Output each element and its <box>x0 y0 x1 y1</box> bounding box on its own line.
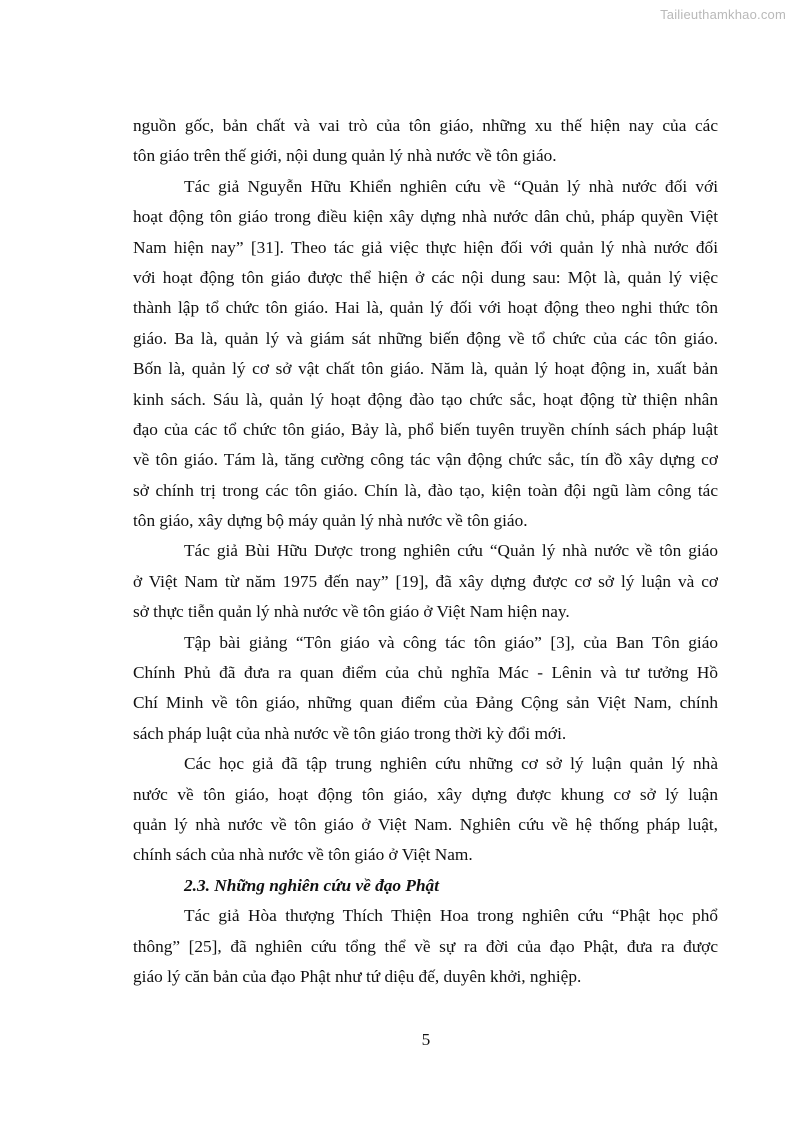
text-line: Tập bài giảng “Tôn giáo và công tác tôn giáo” [3], của Ban Tôn giáo <box>184 632 718 652</box>
text-line: Nam hiện nay” [31]. Theo tác giả việc thực hiện đối với quản lý nhà nước đối <box>133 237 718 257</box>
text-line: Tác giả Bùi Hữu Dược trong nghiên cứu “Quản lý nhà nước về tôn giáo <box>184 541 718 561</box>
text-line: Chí Minh về tôn giáo, những quan điểm của Đảng Cộng sản Việt Nam, chính <box>133 693 718 713</box>
watermark: Tailieuthamkhao.com <box>660 7 786 22</box>
text-line: tôn giáo, xây dựng bộ máy quản lý nhà nước về tôn giáo. <box>133 511 528 531</box>
text-line: nước về tôn giáo, hoạt động tôn giáo, xây dựng được khung cơ sở lý luận <box>133 784 718 804</box>
text-line: với hoạt động tôn giáo được thể hiện ở các nội dung sau: Một là, quản lý việc <box>133 267 718 287</box>
text-line: Chính Phủ đã đưa ra quan điểm của chủ nghĩa Mác - Lênin và tư tưởng Hồ <box>133 663 718 683</box>
text-line: hoạt động tôn giáo trong điều kiện xây dựng nhà nước dân chủ, pháp quyền Việt <box>133 207 718 227</box>
text-line: nguồn gốc, bản chất và vai trò của tôn giáo, những xu thế hiện nay của các <box>133 116 718 135</box>
text-line: thành lập tổ chức tôn giáo. Hai là, quản lý đối với hoạt động theo nghi thức tôn <box>133 298 718 318</box>
text-line: Tác giả Nguyễn Hữu Khiển nghiên cứu về “Quản lý nhà nước đối với <box>184 176 718 196</box>
text-line: Bốn là, quản lý cơ sở vật chất tôn giáo. Năm là, quản lý hoạt động in, xuất bản <box>133 359 718 379</box>
text-line: Tác giả Hòa thượng Thích Thiện Hoa trong nghiên cứu “Phật học phổ <box>184 906 718 926</box>
text-line: giáo. Ba là, quản lý và giám sát những biến động về tổ chức của các tôn giáo. <box>133 328 718 348</box>
text-line: sách pháp luật của nhà nước về tôn giáo trong thời kỳ đổi mới. <box>133 723 567 743</box>
text-line: thông” [25], đã nghiên cứu tổng thể về sự ra đời của đạo Phật, đưa ra được <box>133 936 718 956</box>
text-line: ở Việt Nam từ năm 1975 đến nay” [19], đã xây dựng được cơ sở lý luận và cơ <box>133 571 718 591</box>
section-heading: 2.3. Những nghiên cứu về đạo Phật <box>184 875 439 895</box>
text-line: quản lý nhà nước về tôn giáo ở Việt Nam. Nghiên cứu về hệ thống pháp luật, <box>133 814 718 834</box>
text-line: chính sách của nhà nước về tôn giáo ở Việt Nam. <box>133 845 473 865</box>
text-line: kinh sách. Sáu là, quản lý hoạt động đào tạo chức sắc, hoạt động từ thiện nhân <box>133 389 718 409</box>
page-number: 5 <box>421 1030 431 1049</box>
text-line: về tôn giáo. Tám là, tăng cường công tác vận động chức sắc, tín đồ xây dựng cơ <box>133 450 718 470</box>
text-line: sở thực tiễn quản lý nhà nước về tôn giáo ở Việt Nam hiện nay. <box>133 602 570 622</box>
text-line: tôn giáo trên thế giới, nội dung quản lý nhà nước về tôn giáo. <box>133 146 557 166</box>
text-line: sở chính trị trong các tôn giáo. Chín là, đào tạo, kiện toàn đội ngũ làm công tác <box>133 480 718 500</box>
text-line: đạo của các tổ chức tôn giáo, Bảy là, phổ biến tuyên truyền chính sách pháp luật <box>133 419 718 439</box>
text-line: Các học giả đã tập trung nghiên cứu những cơ sở lý luận quản lý nhà <box>184 754 718 774</box>
text-line: giáo lý căn bản của đạo Phật như tứ diệu đế, duyên khởi, nghiệp. <box>133 966 582 986</box>
document-body <box>133 111 718 992</box>
